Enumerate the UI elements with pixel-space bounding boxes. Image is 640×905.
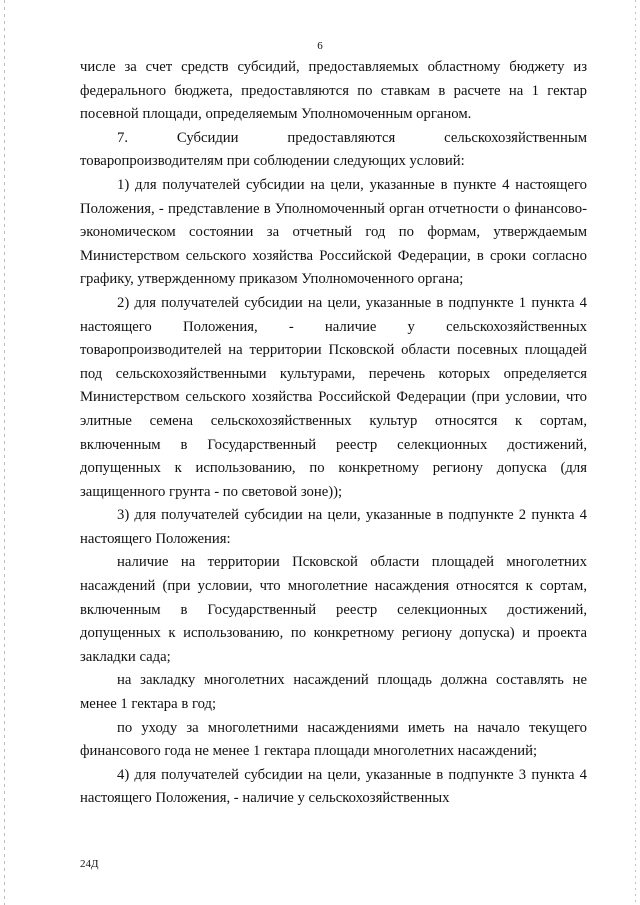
paragraph-item-7: 7. Субсидии предоставляются сельскохозяйственным товаропроизводителям при соблюдении следующих условий: [80,129,587,170]
paragraph-perennial-availability: наличие на территории Псковской области площадей многолетних насаждений (при условии, что многолетние насаждения относятся к сортам, включенным в Государственный реестр селекционных достижений, допущенных к использованию, по конкретному региону допуска) и проекта закладки сада; [80,554,587,665]
paragraph-continuation: числе за счет средств субсидий, предоставляемых областному бюджету из федерального бюджета, предоставляются по ставкам в расчете на 1 гектар посевной площади, определяемым Уполномоченным органом. [80,59,587,123]
paragraph-subitem-1: 1) для получателей субсидии на цели, указанные в пункте 4 настоящего Положения, - представление в Уполномоченный орган отчетности о финансово-экономическом состоянии за отчетный год по формам, утверждаемым Министерством сельского хозяйства Российской Федерации, в сроки согласно графику, утвержденному приказом Уполномоченного органа; [80,176,587,288]
page-number: 6 [317,40,323,52]
scan-edge-left [4,0,5,905]
paragraph-maintenance-area: по уходу за многолетними насаждениями иметь на начало текущего финансового года не менее 1 гектара площади многолетних насаждений; [80,719,587,760]
paragraph-subitem-4: 4) для получателей субсидии на цели, указанные в подпункте 3 пункта 4 настоящего Положения, - наличие у сельскохозяйственных [80,766,587,807]
paragraph-planting-area: на закладку многолетних насаждений площадь должна составлять не менее 1 гектара в год; [80,672,587,713]
document-body [80,56,587,811]
footer-code: 24Д [80,858,99,870]
scan-edge-right [635,0,636,905]
paragraph-subitem-3: 3) для получателей субсидии на цели, указанные в подпункте 2 пункта 4 настоящего Положения: [80,507,587,547]
paragraph-subitem-2: 2) для получателей субсидии на цели, указанные в подпункте 1 пункта 4 настоящего Положения, - наличие у сельскохозяйственных товаропроизводителей на территории Псковской области посевных площадей под сельскохозяйственными культурами, перечень которых определяется Министерством сельского хозяйства Российской Федерации (при условии, что элитные семена сельскохозяйственных культур относятся к сортам, включенным в Государственный реестр селекционных достижений, допущенных к использованию, по конкретному региону допуска (для защищенного грунта - по световой зоне)); [80,294,587,500]
